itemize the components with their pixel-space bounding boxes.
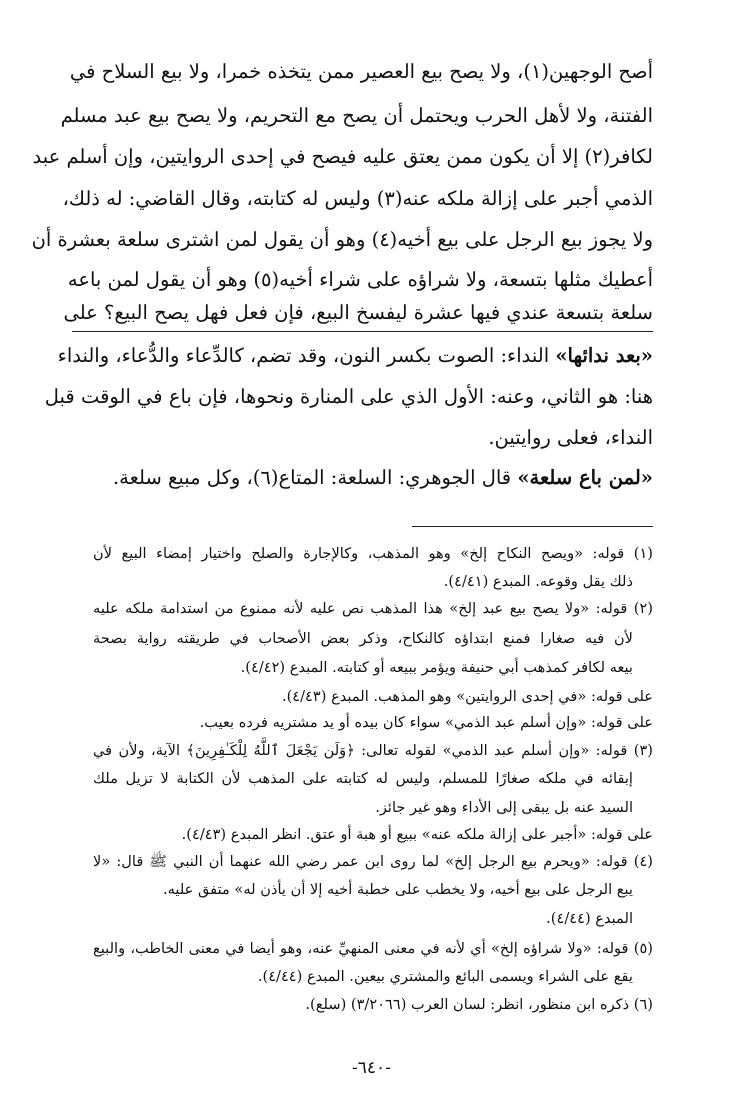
main-text-line: لكافر(٢) إلا أن يكون ممن يعتق عليه فيصح في إحدى الروايتين، وإن أسلم عبد [32,145,653,168]
footnote-line: على قوله: «أجبر على إزالة ملكه عنه» ببيع أو هبة أو عتق. انظر المبدع (٤/٤٣). [181,826,653,843]
footnote-line: السيد عنه بل يبقى إلى الأداء وهو غير جائز. [375,799,633,816]
footnote-line: ذلك يقل وقوعه. المبدع (٤/٤١). [443,573,633,590]
section-divider [72,331,653,332]
footnote-line: يقع على الشراء ويسمى البائع والمشتري بيعين. المبدع (٤/٤٤). [257,968,633,985]
footnote-line: بيعه لكافر كمذهب أبي حنيفة ويؤمر ببيعه أو كتابته. المبدع (٤/٤٢). [240,659,633,676]
main-text-line: أصح الوجهين(١)، ولا يصح بيع العصير ممن يتخذه خمرا، ولا بيع السلاح في [69,60,653,83]
commentary-line: هنا: هو الثاني، وعنه: الأول الذي على المنارة ونحوها، فإن باع في الوقت قبل [44,385,653,408]
footnote-line: (٦) ذكره ابن منظور، انظر: لسان العرب (٣/٢٠٦٦) (سلع). [305,996,653,1013]
footnote-line: (٢) قوله: «ولا يصح بيع عبد إلخ» هذا المذهب نص عليه لأنه ممنوع من استدامة ملكه عليه [93,600,653,617]
footnote-line: (١) قوله: «ويصح النكاح إلخ» وهو المذهب، وكالإجارة والصلح واختيار إمضاء البيع لأن [93,545,653,562]
footnote-line: يبع الرجل على بيع أخيه، ولا يخطب على خطبة أخيه إلا أن يأذن له» متفق عليه. [162,881,633,898]
main-text-line: الذمي أجبر على إزالة ملكه عنه(٣) وليس له كتابته، وقال القاضي: له ذلك، [62,187,653,210]
footnote-line: (٥) قوله: «ولا شراؤه إلخ» أي لأنه في معنى المنهيِّ عنه، وهو أيضا في معنى الخاطب، والبيع [93,940,653,957]
commentary-term: «بعد ندائها» [555,344,653,367]
commentary-text: النداء: الصوت بكسر النون، وقد تضم، كالدِّعاء والدُّعاء، والنداء [57,344,556,367]
footnote-line: المبدع (٤/٤٤). [546,910,633,927]
footnote-line: (٣) قوله: «وإن أسلم عبد الذمي» لقوله تعالى: ﴿وَلَن يَجْعَلَ ٱللَّهُ لِلْكَـٰفِرِينَ﴾ الآية، ولأن في [93,742,653,759]
footnote-line: على قوله: «في إحدى الروايتين» وهو المذهب. المبدع (٤/٤٣). [281,688,653,705]
main-text-line: سلعة بتسعة عندي فيها عشرة ليفسخ البيع، فإن فعل فهل يصح البيع؟ على [63,301,653,324]
page-number: -٦٤٠- [352,1058,391,1078]
commentary-line [57,344,653,367]
footnote-line: لأن فيه صغارا فمنع ابتداؤه كالنكاح، وذكر بعض الأصحاب في طريقته رواية بصحة [93,630,633,647]
main-text-line: أعطيك مثلها بتسعة، ولا شراؤه على شراء أخيه(٥) وهو أن يقول لمن باعه [67,268,653,291]
footnote-line: إبقائه في ملكه صغارًا للمسلم، وليس له كتابته على المذهب لأن الكتابة لا تزيل ملك [93,770,633,787]
commentary-text: قال الجوهري: السلعة: المتاع(٦)، وكل مبيع سلعة. [112,466,518,489]
footnote-line: (٤) قوله: «ويحرم بيع الرجل إلخ» لما روى ابن عمر رضي الله عنهما أن النبي ﷺ قال: «لا [93,853,653,870]
main-text-line: الفتنة، ولا لأهل الحرب ويحتمل أن يصح مع التحريم، ولا يصح بيع عبد مسلم [60,104,653,127]
commentary-line: النداء، فعلى روايتين. [488,426,653,449]
commentary-line [93,468,653,488]
footnote-divider [412,526,653,527]
commentary-term: «لمن باع سلعة» [517,466,653,489]
main-text-line: ولا يجوز بيع الرجل على بيع أخيه(٤) وهو أن يقول لمن اشترى سلعة بعشرة أن [31,228,653,251]
footnote-line: على قوله: «وإن أسلم عبد الذمي» سواء كان بيده أو يد مشتريه فرده بعيب. [199,714,653,731]
